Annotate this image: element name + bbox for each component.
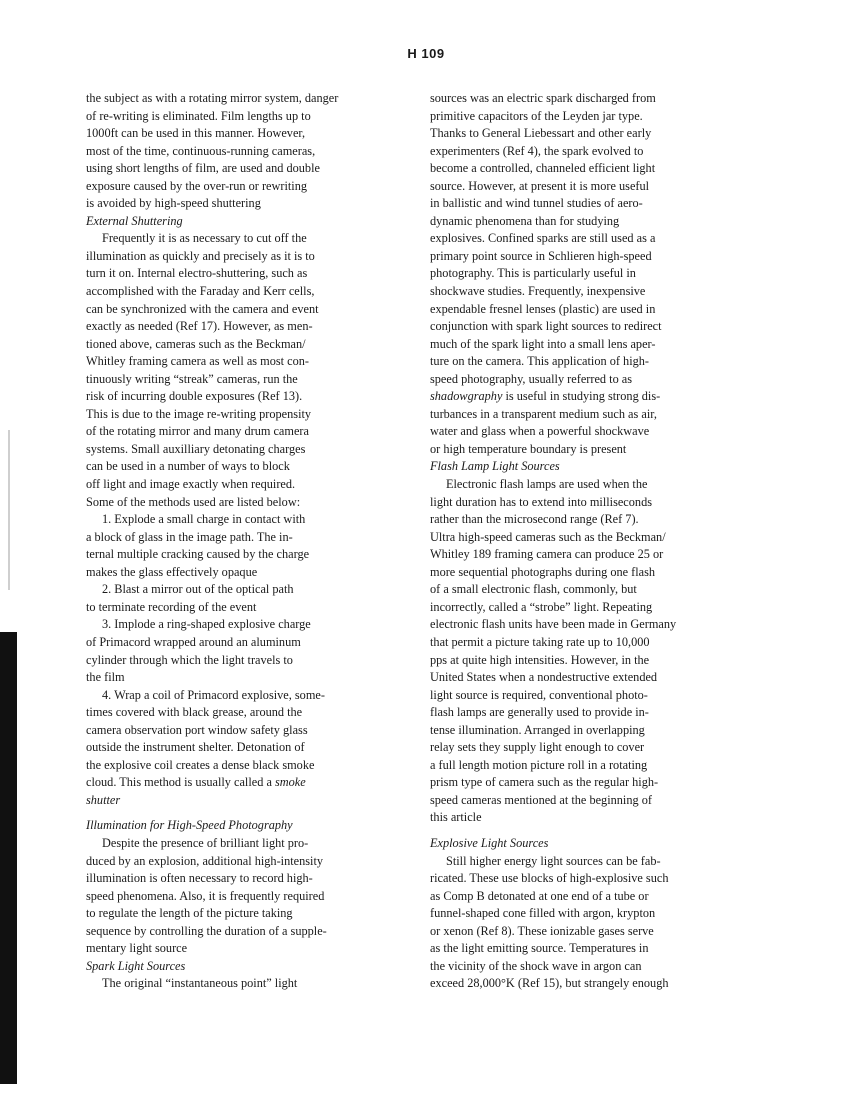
text-line: tinuously writing “streak” cameras, run the xyxy=(86,371,298,386)
text-line: of the rotating mirror and many drum camera xyxy=(86,424,309,439)
text-line: most of the time, continuous-running cameras, xyxy=(86,143,316,158)
text-line: can be synchronized with the camera and event xyxy=(86,301,319,316)
text-line: Despite the presence of brilliant light pro- xyxy=(102,835,309,850)
text-line: cylinder through which the light travels to xyxy=(86,652,293,667)
text-line: Ultra high-speed cameras such as the Beckman/ xyxy=(430,529,666,544)
text-line: light duration has to extend into milliseconds xyxy=(430,494,652,509)
text-line: accomplished with the Faraday and Kerr cells, xyxy=(86,284,315,299)
text-line: 4. Wrap a coil of Primacord explosive, some- xyxy=(102,687,325,702)
text-line: of a small electronic flash, commonly, but xyxy=(430,582,637,597)
text-line: 1000ft can be used in this manner. However, xyxy=(86,126,306,141)
text-line: the vicinity of the shock wave in argon can xyxy=(430,958,642,973)
text-line: ture on the camera. This application of high- xyxy=(430,354,649,369)
text-line: illumination as quickly and precisely as it is to xyxy=(86,248,315,263)
text-line: primitive capacitors of the Leyden jar type. xyxy=(430,108,643,123)
text-line: of re-writing is eliminated. Film lengths up to xyxy=(86,108,311,123)
text-line: much of the spark light into a small lens aper- xyxy=(430,336,656,351)
text-line: outside the instrument shelter. Detonation of xyxy=(86,740,305,755)
text-line: Frequently it is as necessary to cut off the xyxy=(102,231,307,246)
text-line: Thanks to General Liebessart and other early xyxy=(430,126,652,141)
text-line: Still higher energy light sources can be fab- xyxy=(446,853,661,868)
text-line: the explosive coil creates a dense black smoke xyxy=(86,757,315,772)
text-line: exposure caused by the over-run or rewriting xyxy=(86,178,308,193)
text-line: can be used in a number of ways to block xyxy=(86,459,290,474)
text-line: or high temperature boundary is present xyxy=(430,441,627,456)
section-heading: Spark Light Sources xyxy=(86,958,186,973)
text-line: the subject as with a rotating mirror system, danger xyxy=(86,91,339,105)
paragraph-gap xyxy=(430,827,748,835)
text-line: 1. Explode a small charge in contact with xyxy=(102,512,306,527)
text-line: to terminate recording of the event xyxy=(86,599,257,614)
text-line: the film xyxy=(86,670,125,685)
text-line: using short lengths of film, are used and double xyxy=(86,161,320,176)
text-line: sources was an electric spark discharged from xyxy=(430,91,656,105)
text-line: ternal multiple cracking caused by the charge xyxy=(86,547,310,562)
text-line: off light and image exactly when required. xyxy=(86,477,296,492)
text-line: become a controlled, channeled efficient light xyxy=(430,161,656,176)
text-line: sequence by controlling the duration of a supple- xyxy=(86,923,327,938)
scan-margin-mark xyxy=(8,430,10,590)
text-line: 3. Implode a ring-shaped explosive charge xyxy=(102,617,311,632)
text-line: times covered with black grease, around the xyxy=(86,705,303,720)
text-line: risk of incurring double exposures (Ref 13). xyxy=(86,389,303,404)
text-line: flash lamps are generally used to provide in- xyxy=(430,705,649,720)
text-line: United States when a nondestructive extended xyxy=(430,670,658,685)
text-line: speed phenomena. Also, it is frequently required xyxy=(86,888,325,903)
text-line: tioned above, cameras such as the Beckman/ xyxy=(86,336,306,351)
right-column xyxy=(430,90,748,993)
text-line: explosives. Confined sparks are still used as a xyxy=(430,231,656,246)
text-line: rather than the microsecond range (Ref 7). xyxy=(430,512,639,527)
text-line: experimenters (Ref 4), the spark evolved to xyxy=(430,143,644,158)
section-heading: Flash Lamp Light Sources xyxy=(430,459,560,474)
text-line: photography. This is particularly useful in xyxy=(430,266,636,281)
text-line: shadowgraphy is useful in studying strong dis- xyxy=(430,389,661,404)
paragraph-gap xyxy=(86,809,406,817)
text-line: prism type of camera such as the regular high- xyxy=(430,775,659,790)
text-line: turbances in a transparent medium such as air, xyxy=(430,406,657,421)
text-line: a block of glass in the image path. The in- xyxy=(86,529,293,544)
text-line: more sequential photographs during one flash xyxy=(430,564,656,579)
text-line: as Comp B detonated at one end of a tube or xyxy=(430,888,649,903)
text-line: 2. Blast a mirror out of the optical path xyxy=(102,582,294,597)
text-line: that permit a picture taking rate up to 10,000 xyxy=(430,634,650,649)
italic-term: shadowgraphy xyxy=(430,389,503,404)
text-line: pps at quite high intensities. However, in the xyxy=(430,652,650,667)
text-line: Whitley 189 framing camera can produce 25 or xyxy=(430,547,664,562)
left-column xyxy=(86,90,406,993)
text-line: of Primacord wrapped around an aluminum xyxy=(86,634,301,649)
text-line: turn it on. Internal electro-shuttering, such as xyxy=(86,266,308,281)
text-line: Whitley framing camera as well as most con- xyxy=(86,354,309,369)
text-line: water and glass when a powerful shockwave xyxy=(430,424,650,439)
text-line: ricated. These use blocks of high-explosive such xyxy=(430,871,669,886)
text-line: mentary light source xyxy=(86,941,188,956)
text-line: relay sets they supply light enough to cover xyxy=(430,740,645,755)
text-line: as the light emitting source. Temperatures in xyxy=(430,941,649,956)
text-line: conjunction with spark light sources to redirect xyxy=(430,319,662,334)
text-line: cloud. This method is usually called a smoke xyxy=(86,775,306,790)
text-line: this article xyxy=(430,810,482,825)
text-line: This is due to the image re-writing propensity xyxy=(86,406,312,421)
italic-term: smoke xyxy=(274,775,306,790)
text-line: in ballistic and wind tunnel studies of aero- xyxy=(430,196,643,211)
text-line: camera observation port window safety glass xyxy=(86,722,308,737)
text-line: is avoided by high-speed shuttering xyxy=(86,196,261,211)
text-line: The original “instantaneous point” light xyxy=(102,976,298,991)
text-line: expendable fresnel lenses (plastic) are used in xyxy=(430,301,656,316)
text-line: funnel-shaped cone filled with argon, krypton xyxy=(430,906,656,921)
text-line: tense illumination. Arranged in overlapping xyxy=(430,722,645,737)
text-line: systems. Small auxilliary detonating charges xyxy=(86,441,306,456)
section-heading: Explosive Light Sources xyxy=(430,835,549,850)
text-line: to regulate the length of the picture taking xyxy=(86,906,293,921)
section-heading: External Shuttering xyxy=(86,213,183,228)
text-line: illumination is often necessary to record high- xyxy=(86,871,313,886)
text-line: duced by an explosion, additional high-intensity xyxy=(86,853,324,868)
text-line: exceed 28,000°K (Ref 15), but strangely enough xyxy=(430,976,669,991)
text-line: shockwave studies. Frequently, inexpensive xyxy=(430,284,646,299)
section-heading: Illumination for High-Speed Photography xyxy=(86,818,293,833)
section-heading: shutter xyxy=(86,792,121,807)
page-number: H 109 xyxy=(407,46,445,61)
text-line: incorrectly, called a “strobe” light. Repeating xyxy=(430,599,653,614)
text-line: or xenon (Ref 8). These ionizable gases serve xyxy=(430,923,654,938)
text-line: Some of the methods used are listed below: xyxy=(86,494,301,509)
text-line: Electronic flash lamps are used when the xyxy=(446,477,648,492)
text-line: dynamic phenomena than for studying xyxy=(430,213,620,228)
text-line: speed cameras mentioned at the beginning of xyxy=(430,792,652,807)
scan-edge-bar xyxy=(0,632,17,1084)
text-line: speed photography, usually referred to as xyxy=(430,371,633,386)
text-line: primary point source in Schlieren high-speed xyxy=(430,248,652,263)
text-line: electronic flash units have been made in Germany xyxy=(430,617,677,632)
text-line: source. However, at present it is more useful xyxy=(430,178,650,193)
text-line: exactly as needed (Ref 17). However, as men- xyxy=(86,319,313,334)
text-line: light source is required, conventional photo- xyxy=(430,687,648,702)
text-line: makes the glass effectively opaque xyxy=(86,564,258,579)
text-line: a full length motion picture roll in a rotating xyxy=(430,757,648,772)
